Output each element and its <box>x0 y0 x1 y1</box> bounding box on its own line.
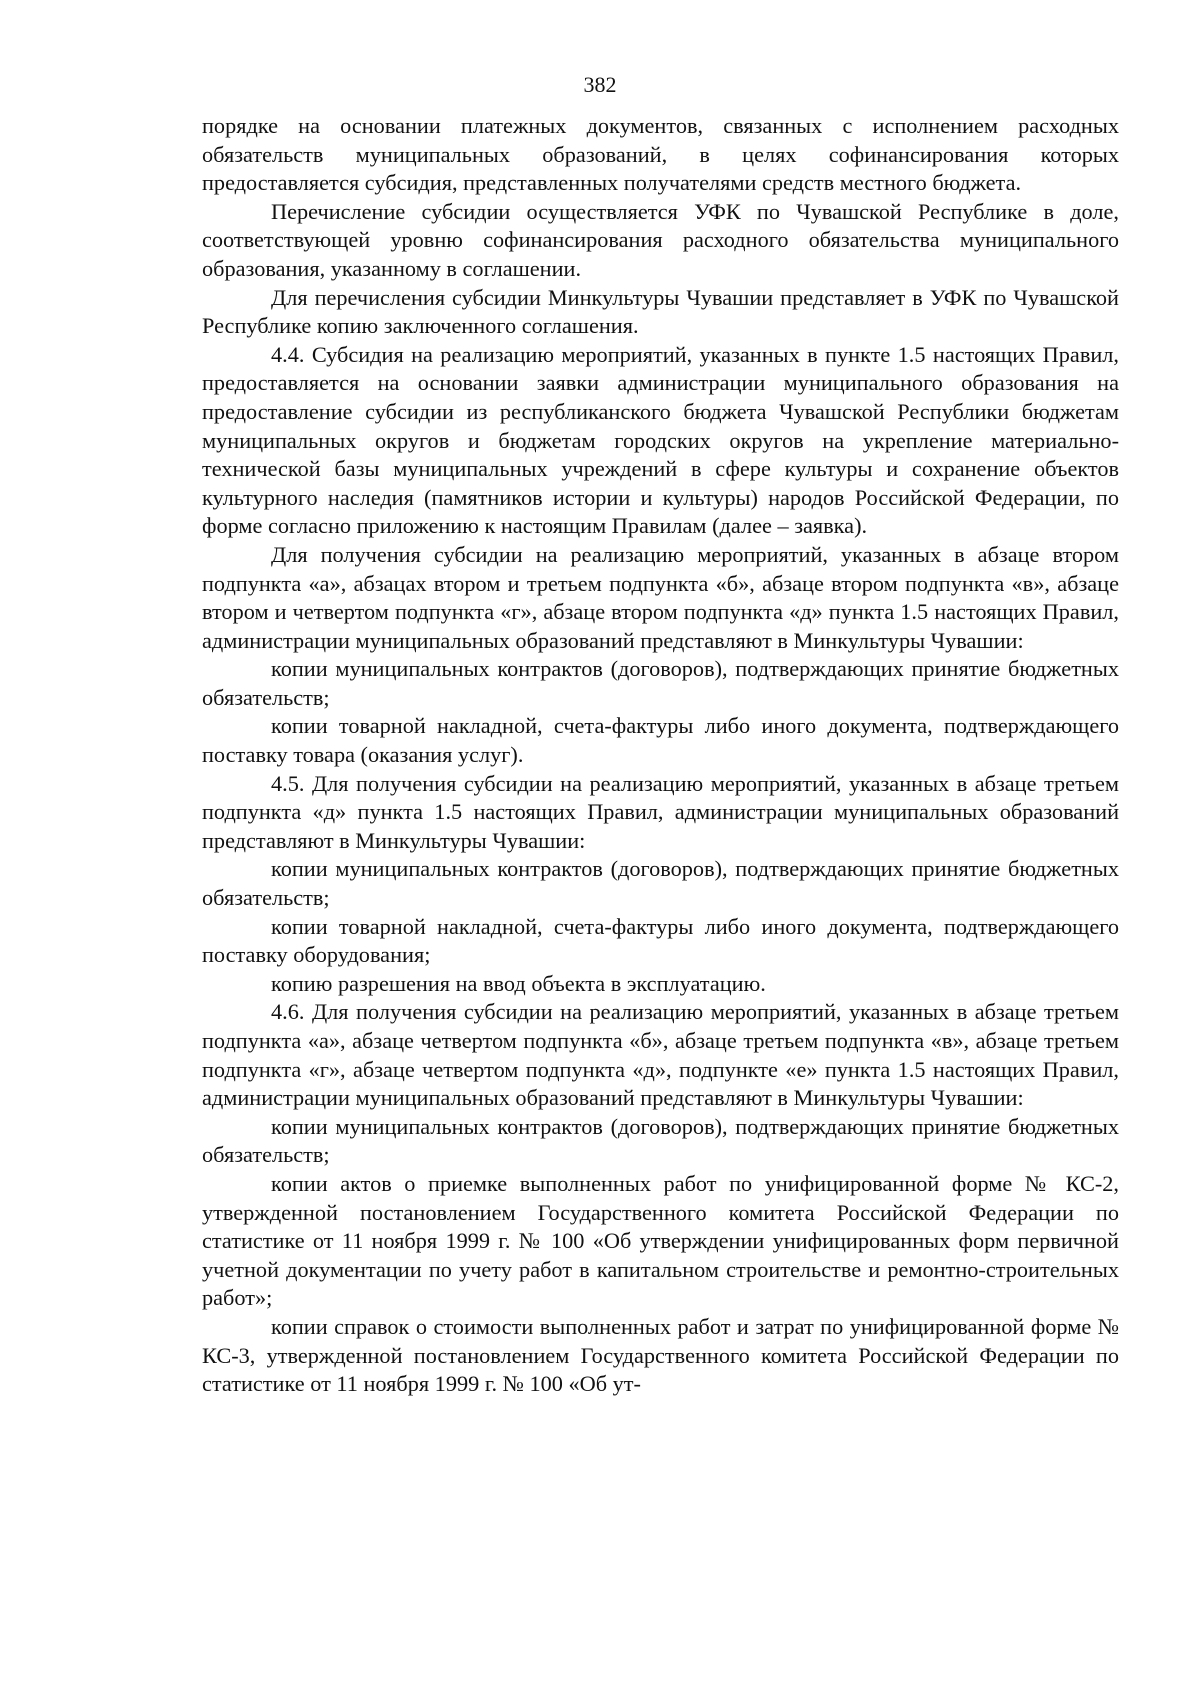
paragraph-4-4: 4.4. Субсидия на реализацию мероприятий, указанных в пункте 1.5 настоящих Правил, предоставляется на основании заявки администрации муниципального образования на предоставление субсидии из республиканского бюджета Чувашской Республики бюджетам муниципальных округов и бюджетам городских округов на укрепление материально-технической базы муниципальных учреждений в сфере культуры и сохранение объектов культурного наследия (памятников истории и культуры) народов Российской Федерации, по форме согласно приложению к настоящим Правилам (далее – заявка). <box>202 341 1119 539</box>
list-item-contracts: копии муниципальных контрактов (договоров), подтверждающих принятие бюджетных обязательств; <box>202 856 1119 911</box>
paragraph-agreement-copy: Для перечисления субсидии Минкультуры Чувашии представляет в УФК по Чувашской Республике копию заключенного соглашения. <box>202 284 1119 339</box>
list-item-ks3-certificates: копии справок о стоимости выполненных работ и затрат по унифицированной форме № КС-3, утвержденной постановлением Государственного комитета Российской Федерации по статистике от 11 ноября 1999 г. № 100 «Об ут- <box>202 1313 1119 1397</box>
list-item-contracts: копии муниципальных контрактов (договоров), подтверждающих принятие бюджетных обязательств; <box>202 656 1119 710</box>
document-body <box>202 112 1119 1399</box>
list-item-contracts: копии муниципальных контрактов (договоров), подтверждающих принятие бюджетных обязательств; <box>202 1113 1119 1168</box>
paragraph-4-6: 4.6. Для получения субсидии на реализацию мероприятий, указанных в абзаце третьем подпункта «а», абзаце четвертом подпункта «б», абзаце третьем подпункта «в», абзаце третьем подпункта «г», абзаце четвертом подпункта «д», подпункте «е» пункта 1.5 настоящих Правил, администрации муниципальных образований представляют в Минкультуры Чувашии: <box>202 999 1119 1111</box>
paragraph-documents-list-intro: Для получения субсидии на реализацию мероприятий, указанных в абзаце втором подпункта «а», абзацах втором и третьем подпункта «б», абзаце втором подпункта «в», абзаце втором и четвертом подпункта «г», абзаце втором подпункта «д» пункта 1.5 настоящих Правил, администрации муниципальных образований представляют в Минкультуры Чувашии: <box>202 541 1119 653</box>
list-item-invoice-goods: копии товарной накладной, счета-фактуры либо иного документа, подтверждающего поставку товара (оказания услуг). <box>202 713 1119 768</box>
list-item-ks2-acts: копии актов о приемке выполненных работ по унифицированной форме № КС-2, утвержденной постановлением Государственного комитета Российской Федерации по статистике от 11 ноября 1999 г. № 100 «Об утверждении унифицированных форм первичной учетной документации по учету работ в капитальном строительстве и ремонтно-строительных работ»; <box>202 1170 1119 1311</box>
paragraph-4-5: 4.5. Для получения субсидии на реализацию мероприятий, указанных в абзаце третьем подпункта «д» пункта 1.5 настоящих Правил, администрации муниципальных образований представляют в Минкультуры Чувашии: <box>202 770 1119 853</box>
list-item-commissioning-permit: копию разрешения на ввод объекта в эксплуатацию. <box>271 970 766 996</box>
paragraph-continuation: порядке на основании платежных документов, связанных с исполнением расходных обязательств муниципальных образований, в целях софинансирования которых предоставляется субсидия, представленных получателями средств местного бюджета. <box>202 113 1119 196</box>
paragraph-transfer-ufk: Перечисление субсидии осуществляется УФК по Чувашской Республике в доле, соответствующей уровню софинансирования расходного обязательства муниципального образования, указанному в соглашении. <box>202 198 1119 281</box>
page-number: 382 <box>583 72 617 97</box>
list-item-invoice-equipment: копии товарной накладной, счета-фактуры либо иного документа, подтверждающего поставку оборудования; <box>202 913 1119 968</box>
